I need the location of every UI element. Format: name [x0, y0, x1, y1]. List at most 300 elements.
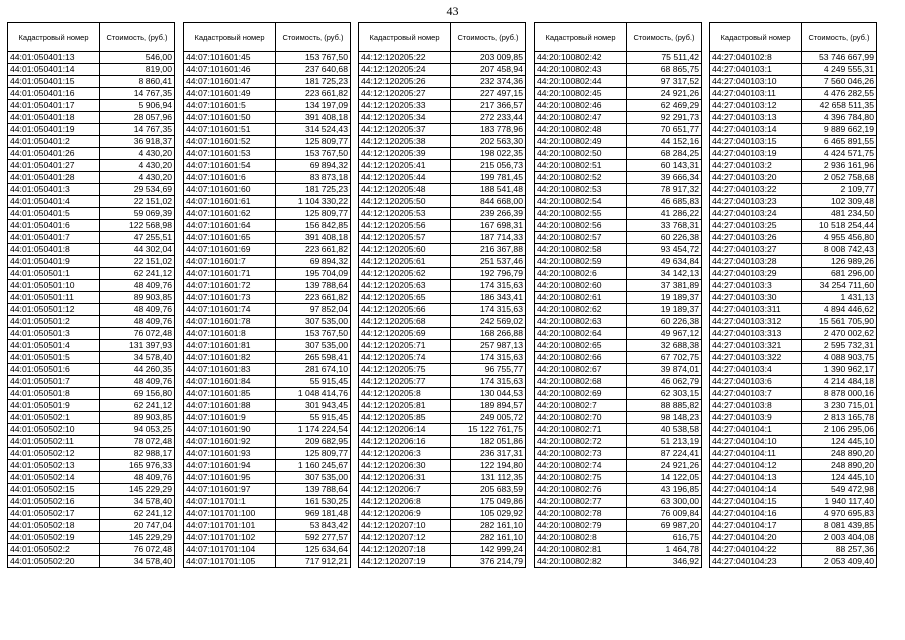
cost-cell: 88 257,36 — [802, 544, 877, 556]
cadastral-number-cell: 44:27:040103:14 — [710, 124, 802, 136]
table-row — [8, 292, 175, 304]
cadastral-number-cell: 44:27:040103:3 — [710, 280, 802, 292]
cadastral-number-cell: 44:20:100802:55 — [535, 208, 627, 220]
cost-cell: 195 704,09 — [276, 268, 351, 280]
cost-cell: 46 685,83 — [627, 196, 702, 208]
table-row — [710, 556, 877, 568]
cadastral-number-cell: 44:20:100802:51 — [535, 160, 627, 172]
cadastral-number-cell: 44:07:101601:69 — [184, 244, 276, 256]
table-row — [535, 340, 702, 352]
cost-cell: 34 142,13 — [627, 268, 702, 280]
cadastral-number-cell: 44:07:101601:72 — [184, 280, 276, 292]
cost-cell: 48 409,76 — [100, 280, 175, 292]
cadastral-number-cell: 44:27:040103:312 — [710, 316, 802, 328]
table-row — [184, 460, 351, 472]
cadastral-number-cell: 44:20:100802:64 — [535, 328, 627, 340]
table-row — [710, 124, 877, 136]
table-row — [184, 196, 351, 208]
cadastral-number-cell: 44:27:040103:29 — [710, 268, 802, 280]
table-row — [359, 196, 526, 208]
table-row — [535, 136, 702, 148]
table-row — [8, 88, 175, 100]
cadastral-number-cell: 44:07:101601:6 — [184, 172, 276, 184]
cadastral-number-cell: 44:27:040103:27 — [710, 244, 802, 256]
cost-cell: 168 266,88 — [451, 328, 526, 340]
table-row — [359, 376, 526, 388]
cost-cell: 49 967,12 — [627, 328, 702, 340]
cadastral-number-cell: 44:01:050401:8 — [8, 244, 100, 256]
cost-cell: 55 915,45 — [276, 412, 351, 424]
table-row — [710, 400, 877, 412]
table-row — [710, 460, 877, 472]
cadastral-number-cell: 44:12:120205:50 — [359, 196, 451, 208]
table-row — [535, 424, 702, 436]
table-row — [710, 484, 877, 496]
cost-cell: 20 747,04 — [100, 520, 175, 532]
cost-cell: 14 767,35 — [100, 124, 175, 136]
header-cadastral-number: Кадастровый номер — [359, 23, 451, 52]
cost-cell: 1 390 962,17 — [802, 364, 877, 376]
cadastral-number-cell: 44:27:040104:11 — [710, 448, 802, 460]
table-row — [535, 64, 702, 76]
cadastral-number-cell: 44:01:050501:8 — [8, 388, 100, 400]
cadastral-number-cell: 44:27:040104:10 — [710, 436, 802, 448]
cost-cell: 165 976,33 — [100, 460, 175, 472]
cadastral-number-cell: 44:27:040104:14 — [710, 484, 802, 496]
cadastral-number-cell: 44:27:040104:23 — [710, 556, 802, 568]
table-row — [359, 52, 526, 64]
table-row — [359, 496, 526, 508]
cadastral-number-cell: 44:20:100802:71 — [535, 424, 627, 436]
cost-cell: 227 497,15 — [451, 88, 526, 100]
cadastral-number-cell: 44:20:100802:43 — [535, 64, 627, 76]
table-row — [184, 508, 351, 520]
table-row — [8, 556, 175, 568]
table-row — [184, 364, 351, 376]
table-row — [359, 316, 526, 328]
cadastral-number-cell: 44:07:101601:52 — [184, 136, 276, 148]
table-row — [8, 316, 175, 328]
table-row — [359, 268, 526, 280]
cadastral-number-cell: 44:12:120206:31 — [359, 472, 451, 484]
table-row — [535, 112, 702, 124]
table-row — [535, 400, 702, 412]
table-row — [184, 244, 351, 256]
table-row — [710, 244, 877, 256]
cadastral-number-cell: 44:20:100802:76 — [535, 484, 627, 496]
table-row — [710, 88, 877, 100]
cadastral-number-cell: 44:07:101601:47 — [184, 76, 276, 88]
cost-cell: 145 229,29 — [100, 532, 175, 544]
cadastral-number-cell: 44:12:120205:66 — [359, 304, 451, 316]
cadastral-number-cell: 44:07:101601:8 — [184, 328, 276, 340]
cost-cell: 44 152,16 — [627, 136, 702, 148]
page-number: 43 — [446, 4, 459, 18]
cost-cell: 48 409,76 — [100, 304, 175, 316]
cadastral-number-cell: 44:01:050502:16 — [8, 496, 100, 508]
table-row — [8, 532, 175, 544]
cadastral-number-cell: 44:27:040103:26 — [710, 232, 802, 244]
cost-cell: 156 842,85 — [276, 220, 351, 232]
cadastral-number-cell: 44:20:100802:8 — [535, 532, 627, 544]
table-row — [8, 148, 175, 160]
cadastral-number-cell: 44:27:040104:16 — [710, 508, 802, 520]
cost-cell: 69 894,32 — [276, 256, 351, 268]
cost-cell: 93 454,72 — [627, 244, 702, 256]
table-row — [184, 316, 351, 328]
cadastral-number-cell: 44:01:050502:20 — [8, 556, 100, 568]
cost-cell: 124 445,10 — [802, 436, 877, 448]
cost-cell: 616,75 — [627, 532, 702, 544]
cadastral-number-cell: 44:12:120205:62 — [359, 268, 451, 280]
cost-cell: 126 989,26 — [802, 256, 877, 268]
table-row — [710, 328, 877, 340]
cadastral-number-cell: 44:07:101601:81 — [184, 340, 276, 352]
table-row — [535, 508, 702, 520]
cadastral-number-cell: 44:12:120207:18 — [359, 544, 451, 556]
table-row — [359, 184, 526, 196]
cost-cell: 182 051,86 — [451, 436, 526, 448]
cadastral-number-cell: 44:20:100802:46 — [535, 100, 627, 112]
cost-cell: 39 666,34 — [627, 172, 702, 184]
table-row — [184, 412, 351, 424]
table-row — [184, 388, 351, 400]
table-row — [184, 232, 351, 244]
cadastral-number-cell: 44:07:101601:94 — [184, 460, 276, 472]
cost-cell: 76 072,48 — [100, 544, 175, 556]
cadastral-number-cell: 44:12:120205:81 — [359, 400, 451, 412]
table-row — [710, 544, 877, 556]
cadastral-number-cell: 44:01:050501:3 — [8, 328, 100, 340]
table-row — [8, 436, 175, 448]
table-row — [359, 352, 526, 364]
table-row — [359, 472, 526, 484]
cadastral-number-cell: 44:07:101601:54 — [184, 160, 276, 172]
table-row — [184, 424, 351, 436]
cost-cell: 844 668,00 — [451, 196, 526, 208]
cost-cell: 14 767,35 — [100, 88, 175, 100]
cost-cell: 1 940 117,40 — [802, 496, 877, 508]
cost-cell: 391 408,18 — [276, 232, 351, 244]
cadastral-number-cell: 44:01:050401:18 — [8, 112, 100, 124]
cadastral-number-cell: 44:01:050502:15 — [8, 484, 100, 496]
table-row — [184, 76, 351, 88]
cost-cell: 199 781,45 — [451, 172, 526, 184]
table-row — [535, 232, 702, 244]
table-row — [8, 124, 175, 136]
cadastral-number-cell: 44:12:120205:57 — [359, 232, 451, 244]
header-cost: Стоимость, (руб.) — [100, 23, 175, 52]
cadastral-number-cell: 44:12:120205:24 — [359, 64, 451, 76]
table-row — [359, 64, 526, 76]
cost-cell: 216 367,88 — [451, 244, 526, 256]
cadastral-number-cell: 44:01:050401:26 — [8, 148, 100, 160]
cost-cell: 122 194,80 — [451, 460, 526, 472]
cadastral-number-cell: 44:27:040103:25 — [710, 220, 802, 232]
table-row — [359, 112, 526, 124]
cost-cell: 88 885,82 — [627, 400, 702, 412]
cost-cell: 125 809,77 — [276, 448, 351, 460]
cost-cell: 2 109,77 — [802, 184, 877, 196]
cost-cell: 8 878 000,16 — [802, 388, 877, 400]
cadastral-number-cell: 44:12:120206:8 — [359, 496, 451, 508]
cadastral-number-cell: 44:12:120205:65 — [359, 292, 451, 304]
table-row — [184, 400, 351, 412]
cadastral-number-cell: 44:07:101701:102 — [184, 532, 276, 544]
cost-cell: 43 196,85 — [627, 484, 702, 496]
table-row — [8, 64, 175, 76]
cost-cell: 223 661,82 — [276, 88, 351, 100]
table-row — [359, 424, 526, 436]
cadastral-number-cell: 44:27:040104:15 — [710, 496, 802, 508]
cadastral-number-cell: 44:07:101601:64 — [184, 220, 276, 232]
cost-cell: 307 535,00 — [276, 340, 351, 352]
cost-cell: 2 003 404,08 — [802, 532, 877, 544]
table-row — [359, 484, 526, 496]
cadastral-table-2 — [183, 22, 351, 568]
table-row — [359, 556, 526, 568]
table-row — [8, 244, 175, 256]
cost-cell: 346,92 — [627, 556, 702, 568]
cadastral-number-cell: 44:12:120205:77 — [359, 376, 451, 388]
cadastral-number-cell: 44:07:101601:85 — [184, 388, 276, 400]
cost-cell: 202 563,30 — [451, 136, 526, 148]
cadastral-number-cell: 44:01:050502:10 — [8, 424, 100, 436]
cost-cell: 49 634,84 — [627, 256, 702, 268]
cadastral-number-cell: 44:12:120205:63 — [359, 280, 451, 292]
table-row — [8, 340, 175, 352]
table-row — [8, 484, 175, 496]
table-row — [710, 364, 877, 376]
table-row — [184, 220, 351, 232]
table-row — [8, 364, 175, 376]
cadastral-number-cell: 44:27:040103:11 — [710, 88, 802, 100]
table-row — [8, 136, 175, 148]
cost-cell: 102 309,48 — [802, 196, 877, 208]
cost-cell: 819,00 — [100, 64, 175, 76]
cost-cell: 6 465 891,55 — [802, 136, 877, 148]
header-cadastral-number: Кадастровый номер — [535, 23, 627, 52]
cadastral-number-cell: 44:12:120205:39 — [359, 148, 451, 160]
table-row — [710, 196, 877, 208]
cadastral-table-3 — [358, 22, 526, 568]
cost-cell: 207 458,94 — [451, 64, 526, 76]
cost-cell: 94 053,25 — [100, 424, 175, 436]
table-row — [359, 256, 526, 268]
table-row — [184, 520, 351, 532]
cadastral-number-cell: 44:12:120205:75 — [359, 364, 451, 376]
cadastral-number-cell: 44:20:100802:42 — [535, 52, 627, 64]
header-cadastral-number: Кадастровый номер — [184, 23, 276, 52]
cadastral-number-cell: 44:07:101701:101 — [184, 520, 276, 532]
cost-cell: 232 374,36 — [451, 76, 526, 88]
table-row — [535, 448, 702, 460]
table-row — [184, 172, 351, 184]
cost-cell: 42 658 511,35 — [802, 100, 877, 112]
table-row — [8, 112, 175, 124]
cadastral-number-cell: 44:07:101601:46 — [184, 64, 276, 76]
cadastral-number-cell: 44:07:101601:73 — [184, 292, 276, 304]
cost-cell: 4 214 484,18 — [802, 376, 877, 388]
table-row — [359, 340, 526, 352]
table-row — [359, 208, 526, 220]
table-row — [535, 460, 702, 472]
cadastral-number-cell: 44:27:040104:20 — [710, 532, 802, 544]
cadastral-number-cell: 44:20:100802:7 — [535, 400, 627, 412]
cadastral-number-cell: 44:27:040103:4 — [710, 364, 802, 376]
cadastral-number-cell: 44:12:120206:9 — [359, 508, 451, 520]
table-row — [710, 76, 877, 88]
cadastral-number-cell: 44:27:040103:321 — [710, 340, 802, 352]
table-row — [8, 280, 175, 292]
header-cost: Стоимость, (руб.) — [802, 23, 877, 52]
table-row — [359, 460, 526, 472]
table-row — [184, 268, 351, 280]
cost-cell: 145 229,29 — [100, 484, 175, 496]
table-row — [710, 136, 877, 148]
cost-cell: 209 682,95 — [276, 436, 351, 448]
cost-cell: 34 578,40 — [100, 556, 175, 568]
cadastral-number-cell: 44:20:100802:77 — [535, 496, 627, 508]
table-row — [8, 184, 175, 196]
cost-cell: 236 317,31 — [451, 448, 526, 460]
table-row — [8, 232, 175, 244]
cadastral-number-cell: 44:12:120205:56 — [359, 220, 451, 232]
cadastral-number-cell: 44:12:120205:44 — [359, 172, 451, 184]
cadastral-number-cell: 44:07:101701:100 — [184, 508, 276, 520]
cadastral-number-cell: 44:12:120205:8 — [359, 388, 451, 400]
table-row — [359, 544, 526, 556]
cost-cell: 68 284,25 — [627, 148, 702, 160]
cadastral-number-cell: 44:27:040104:13 — [710, 472, 802, 484]
cost-cell: 78 917,32 — [627, 184, 702, 196]
table-row — [8, 220, 175, 232]
cadastral-number-cell: 44:20:100802:44 — [535, 76, 627, 88]
table-row — [8, 304, 175, 316]
table-row — [710, 52, 877, 64]
cadastral-number-cell: 44:01:050401:7 — [8, 232, 100, 244]
header-cadastral-number: Кадастровый номер — [8, 23, 100, 52]
cadastral-number-cell: 44:20:100802:82 — [535, 556, 627, 568]
cost-cell: 301 943,45 — [276, 400, 351, 412]
cost-cell: 4 430,20 — [100, 172, 175, 184]
table-row — [710, 376, 877, 388]
cadastral-number-cell: 44:27:040103:2 — [710, 160, 802, 172]
table-row — [535, 352, 702, 364]
table-row — [535, 556, 702, 568]
cost-cell: 376 214,79 — [451, 556, 526, 568]
table-row — [8, 268, 175, 280]
table-row — [8, 376, 175, 388]
cost-cell: 39 874,01 — [627, 364, 702, 376]
cadastral-number-cell: 44:01:050401:27 — [8, 160, 100, 172]
table-row — [710, 316, 877, 328]
cadastral-number-cell: 44:07:101601:50 — [184, 112, 276, 124]
cost-cell: 1 464,78 — [627, 544, 702, 556]
cost-cell: 63 300,00 — [627, 496, 702, 508]
cadastral-number-cell: 44:27:040104:1 — [710, 424, 802, 436]
cadastral-number-cell: 44:01:050401:17 — [8, 100, 100, 112]
cost-cell: 131 112,35 — [451, 472, 526, 484]
cost-cell: 98 148,23 — [627, 412, 702, 424]
table-row — [710, 232, 877, 244]
cost-cell: 62 241,12 — [100, 400, 175, 412]
cost-cell: 2 470 002,62 — [802, 328, 877, 340]
table-row — [710, 100, 877, 112]
table-row — [535, 124, 702, 136]
table-row — [359, 88, 526, 100]
cadastral-number-cell: 44:27:040103:19 — [710, 148, 802, 160]
cost-cell: 36 918,37 — [100, 136, 175, 148]
cost-cell: 8 081 439,85 — [802, 520, 877, 532]
table-row — [359, 364, 526, 376]
table-row — [710, 496, 877, 508]
cost-cell: 4 894 446,62 — [802, 304, 877, 316]
cost-cell: 82 988,17 — [100, 448, 175, 460]
cadastral-number-cell: 44:20:100802:66 — [535, 352, 627, 364]
cadastral-number-cell: 44:01:050502:18 — [8, 520, 100, 532]
cost-cell: 183 778,96 — [451, 124, 526, 136]
table-row — [535, 412, 702, 424]
table-row — [710, 352, 877, 364]
table-row — [184, 448, 351, 460]
table-row — [710, 292, 877, 304]
cost-cell: 8 860,41 — [100, 76, 175, 88]
cost-cell: 142 999,24 — [451, 544, 526, 556]
cadastral-number-cell: 44:27:040103:22 — [710, 184, 802, 196]
cost-cell: 19 189,37 — [627, 304, 702, 316]
cadastral-number-cell: 44:20:100802:53 — [535, 184, 627, 196]
cadastral-number-cell: 44:12:120206:16 — [359, 436, 451, 448]
cadastral-number-cell: 44:12:120206:30 — [359, 460, 451, 472]
cadastral-number-cell: 44:01:050502:1 — [8, 412, 100, 424]
cost-cell: 48 409,76 — [100, 316, 175, 328]
cadastral-number-cell: 44:27:040103:24 — [710, 208, 802, 220]
table-row — [710, 148, 877, 160]
table-row — [8, 196, 175, 208]
cost-cell: 167 698,31 — [451, 220, 526, 232]
cadastral-number-cell: 44:07:101601:71 — [184, 268, 276, 280]
cost-cell: 969 181,48 — [276, 508, 351, 520]
table-row — [8, 172, 175, 184]
cadastral-number-cell: 44:20:100802:63 — [535, 316, 627, 328]
cadastral-number-cell: 44:20:100802:45 — [535, 88, 627, 100]
table-row — [184, 532, 351, 544]
cadastral-number-cell: 44:01:050501:5 — [8, 352, 100, 364]
table-row — [535, 544, 702, 556]
cadastral-number-cell: 44:01:050502:14 — [8, 472, 100, 484]
table-row — [359, 148, 526, 160]
cost-cell: 215 056,73 — [451, 160, 526, 172]
cadastral-number-cell: 44:12:120205:22 — [359, 52, 451, 64]
cadastral-number-cell: 44:20:100802:74 — [535, 460, 627, 472]
cost-cell: 198 022,35 — [451, 148, 526, 160]
cadastral-number-cell: 44:20:100802:57 — [535, 232, 627, 244]
cost-cell: 223 661,82 — [276, 292, 351, 304]
table-row — [710, 388, 877, 400]
cost-cell: 239 266,39 — [451, 208, 526, 220]
cadastral-number-cell: 44:12:120207:10 — [359, 520, 451, 532]
cost-cell: 186 343,41 — [451, 292, 526, 304]
cadastral-number-cell: 44:01:050501:1 — [8, 268, 100, 280]
cadastral-number-cell: 44:07:101601:53 — [184, 148, 276, 160]
cost-cell: 130 044,53 — [451, 388, 526, 400]
cadastral-number-cell: 44:20:100802:75 — [535, 472, 627, 484]
cadastral-number-cell: 44:20:100802:70 — [535, 412, 627, 424]
table-row — [535, 52, 702, 64]
cadastral-number-cell: 44:20:100802:68 — [535, 376, 627, 388]
table-row — [184, 292, 351, 304]
